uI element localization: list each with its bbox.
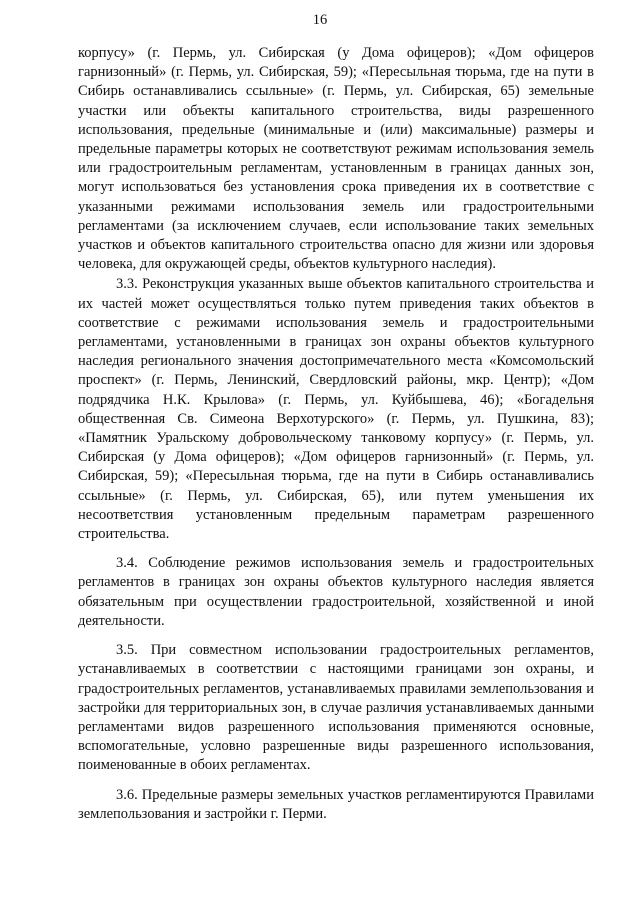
paragraph-3-4: 3.4. Соблюдение режимов использования земель и градостроительных регламентов в границах зон охраны объектов культурного наследия является обязательным при осуществлении градостроительной, хозяйственной и иной деятельности.	[78, 555, 594, 629]
page-number: 16	[312, 12, 328, 28]
document-body	[78, 44, 594, 824]
paragraph-3-6: 3.6. Предельные размеры земельных участков регламентируются Правилами землепользования и застройки г. Перми.	[78, 786, 594, 822]
paragraph-3-5: 3.5. При совместном использовании градостроительных регламентов, устанавливаемых в соответствии с настоящими границами зон охраны, и градостроительных регламентов, устанавливаемых правилами землепользования и застройки для территориальных зон, в случае различия устанавливаемых данными регламентами видов разрешенного использования применяются основные, вспомогательные, условно разрешенные виды разрешенного использования, поименованные в обоих регламентах.	[78, 642, 594, 774]
paragraph-continuation: корпусу» (г. Пермь, ул. Сибирская (у Дома офицеров); «Дом офицеров гарнизонный» (г. Пермь, ул. Сибирская, 59); «Пересыльная тюрьма, где на пути в Сибирь останавливались ссыльные» (г. Пермь, ул. Сибирская, 65) земельные участки или объекты капитального строительства, виды разрешенного использования, предельные (минимальные и (или) максимальные) размеры и предельные параметры которых не соответствуют режимам использования земель или градостроительным регламентам, установленным в границах данных зон, могут использоваться без установления срока приведения их в соответствие с указанными режимами использования земель или градостроительными регламентами (за исключением случаев, если использование таких земельных участков и объектов капитального строительства опасно для жизни или здоровья человека, для окружающей среды, объектов культурного наследия).	[78, 45, 594, 273]
paragraph-3-3: 3.3. Реконструкция указанных выше объектов капитального строительства и их частей может осуществляться только путем приведения таких объектов в соответствие с режимами использования земель и градостроительными регламентами, установленными в границах зон охраны объектов культурного наследия регионального значения достопримечательного места «Комсомольский проспект» (г. Пермь, Ленинский, Свердловский районы, мкр. Центр); «Дом подрядчика Н.К. Крылова» (г. Пермь, ул. Куйбышева, 46); «Богадельня общественная Св. Симеона Верхотурского» (г. Пермь, ул. Пушкина, 83); «Памятник Уральскому добровольческому танковому корпусу» (г. Пермь, ул. Сибирская (у Дома офицеров); «Дом офицеров гарнизонный» (г. Пермь, ул. Сибирская, 59); «Пересыльная тюрьма, где на пути в Сибирь останавливались ссыльные» (г. Пермь, ул. Сибирская, 65), или путем уменьшения их несоответствия установленным предельным параметрам разрешенного строительства.	[78, 276, 594, 543]
